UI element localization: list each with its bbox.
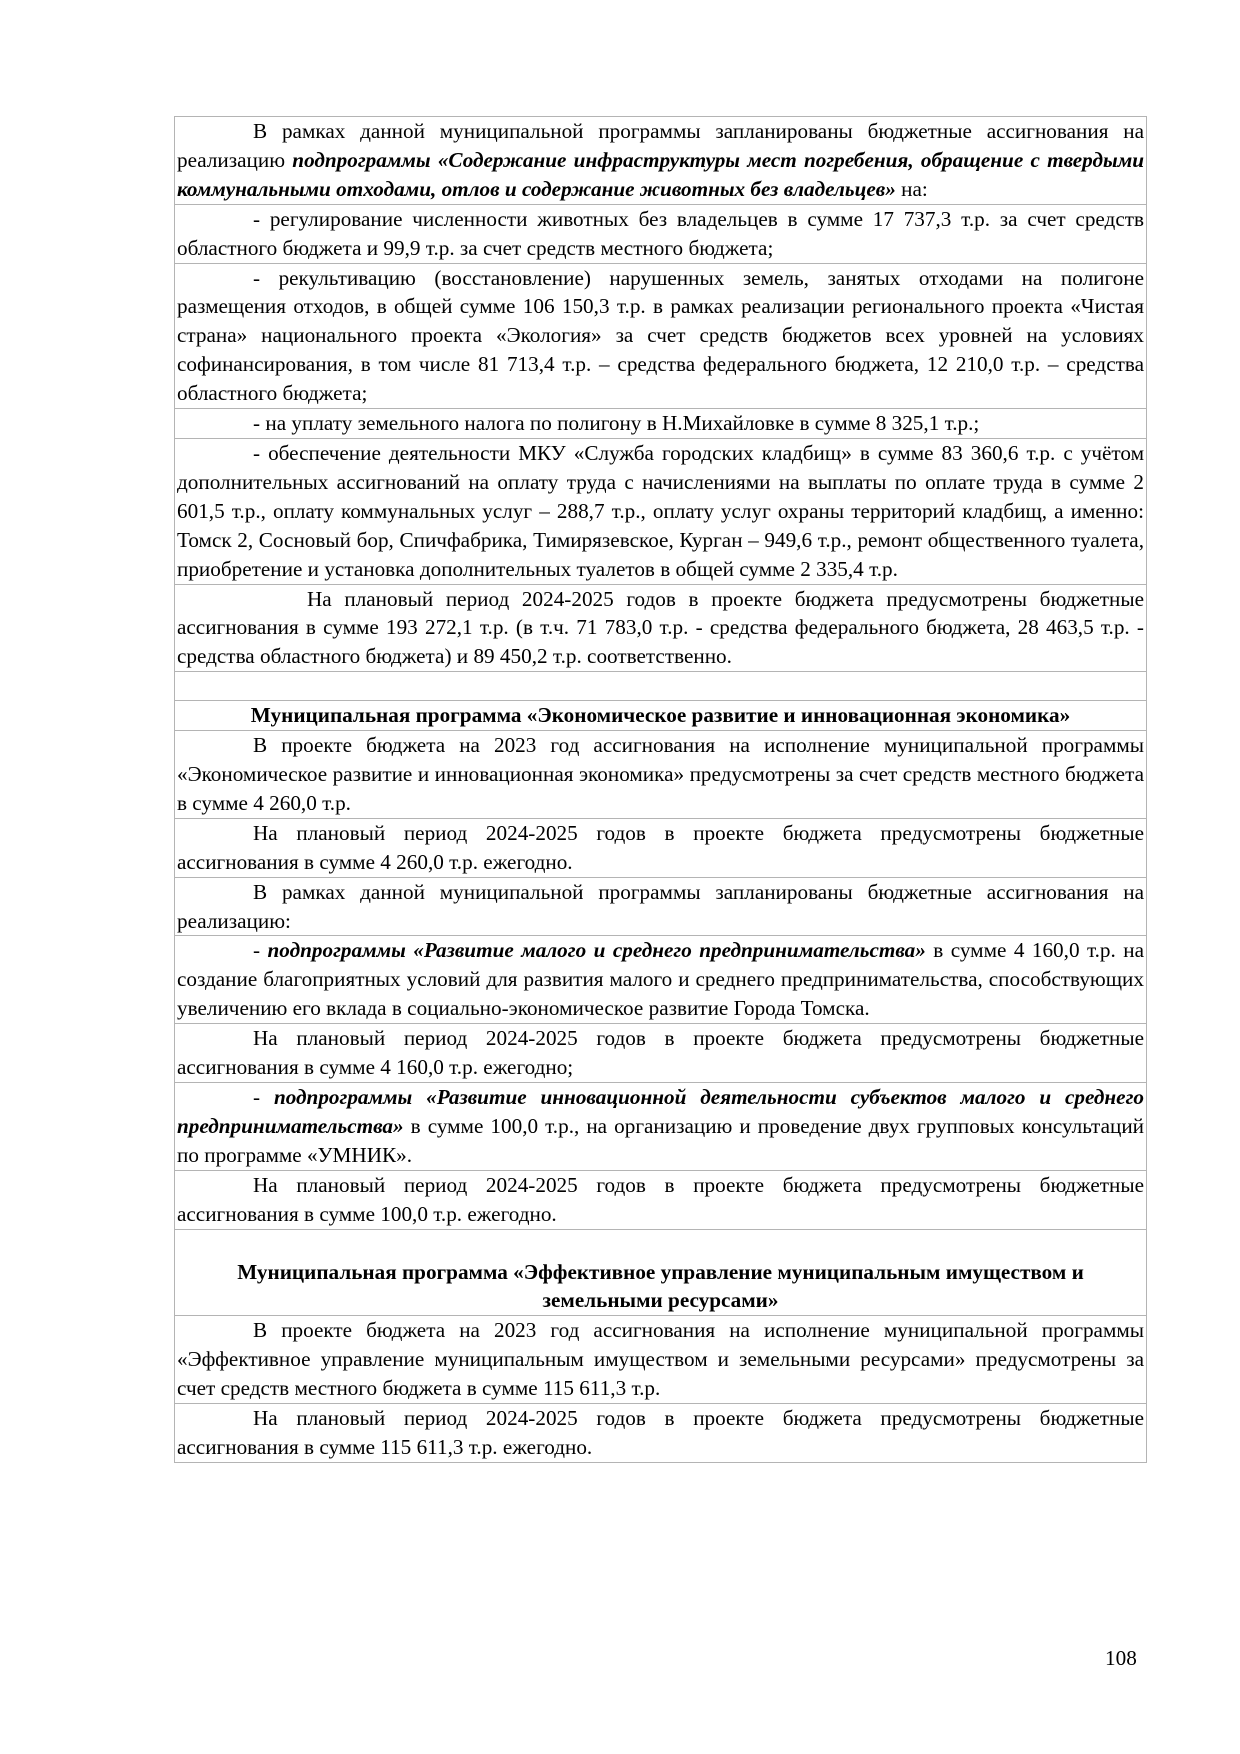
table-row bbox=[175, 818, 1147, 877]
paragraph-innovation-planned: На плановый период 2024-2025 годов в проекте бюджета предусмотрены бюджетные ассигнования в сумме 100,0 т.р. ежегодно. bbox=[175, 1170, 1147, 1229]
paragraph-subprogram-cemeteries bbox=[175, 117, 1147, 205]
paragraph-land-recultivation: - рекультивацию (восстановление) нарушенных земель, занятых отходами на полигоне размещения отходов, в общей сумме 106 150,3 т.р. в рамках реализации регионального проекта «Чистая страна» национального проекта «Экология» за счет средств бюджетов всех уровней на условиях софинансирования, в том числе 81 713,4 т.р. – средства федерального бюджета, 12 210,0 т.р. – средства областного бюджета; bbox=[175, 263, 1147, 409]
paragraph-small-business-planned: На плановый период 2024-2025 годов в проекте бюджета предусмотрены бюджетные ассигнования в сумме 4 160,0 т.р. ежегодно; bbox=[175, 1024, 1147, 1083]
paragraph-land-tax: - на уплату земельного налога по полигону в Н.Михайловке в сумме 8 325,1 т.р.; bbox=[175, 409, 1147, 439]
table-row bbox=[175, 1170, 1147, 1229]
subprogram-title: подпрограммы «Развитие инновационной деятельности субъектов малого и среднего предпринимательства» bbox=[177, 1085, 1144, 1138]
table-row bbox=[175, 263, 1147, 409]
paragraph-text: в сумме 4 160,0 т.р. на создание благоприятных условий для развития малого и среднего предпринимательства, способствующих увеличению его вклада в социально-экономическое развитие Города Томска. bbox=[177, 938, 1144, 1021]
paragraph-cemetery-service: - обеспечение деятельности МКУ «Служба городских кладбищ» в сумме 83 360,6 т.р. с учётом дополнительных ассигнований на оплату труда с начислениями на выплаты по оплате труда в сумме 2 601,5 т.р., оплату коммунальных услуг – 288,7 т.р., оплату услуг охраны территорий кладбищ, а именно: Томск 2, Сосновый бор, Спичфабрика, Тимирязевское, Курган – 949,6 т.р., ремонт общественного туалета, приобретение и установка дополнительных туалетов в общей сумме 2 335,4 т.р. bbox=[175, 438, 1147, 584]
page-number: 108 bbox=[1105, 1646, 1137, 1670]
paragraph-economic-intro: В рамках данной муниципальной программы запланированы бюджетные ассигнования на реализацию: bbox=[175, 877, 1147, 936]
paragraph-economic-planned: На плановый период 2024-2025 годов в проекте бюджета предусмотрены бюджетные ассигнования в сумме 4 260,0 т.р. ежегодно. bbox=[175, 818, 1147, 877]
paragraph-text: В рамках данной муниципальной программы запланированы бюджетные ассигнования на реализацию bbox=[177, 119, 1144, 172]
paragraph-small-business bbox=[175, 936, 1147, 1024]
table-row bbox=[175, 584, 1147, 672]
table-row bbox=[175, 117, 1147, 205]
table-row bbox=[175, 731, 1147, 819]
table-row bbox=[175, 1229, 1147, 1316]
paragraph-animals: - регулирование численности животных без владельцев в сумме 17 737,3 т.р. за счет средств областного бюджета и 99,9 т.р. за счет средств местного бюджета; bbox=[175, 204, 1147, 263]
table-row bbox=[175, 1316, 1147, 1404]
paragraph-innovation bbox=[175, 1083, 1147, 1171]
table-row bbox=[175, 1404, 1147, 1463]
subprogram-title: подпрограммы «Развитие малого и среднего предпринимательства» bbox=[267, 938, 926, 963]
paragraph-economic-2023: В проекте бюджета на 2023 год ассигнования на исполнение муниципальной программы «Экономическое развитие и инновационная экономика» предусмотрены за счет средств местного бюджета в сумме 4 260,0 т.р. bbox=[175, 731, 1147, 819]
paragraph-text: - bbox=[253, 938, 268, 963]
table-row bbox=[175, 877, 1147, 936]
table-row bbox=[175, 936, 1147, 1024]
paragraph-property-planned: На плановый период 2024-2025 годов в проекте бюджета предусмотрены бюджетные ассигнования в сумме 115 611,3 т.р. ежегодно. bbox=[175, 1404, 1147, 1463]
table-row bbox=[175, 438, 1147, 584]
document-table bbox=[174, 116, 1147, 1463]
section-heading-property: Муниципальная программа «Эффективное управление муниципальным имуществом и земельными ресурсами» bbox=[175, 1229, 1147, 1316]
subprogram-title: подпрограммы «Содержание инфраструктуры мест погребения, обращение с твердыми коммунальными отходами, отлов и содержание животных без владельцев» bbox=[177, 147, 1145, 201]
table-row bbox=[175, 701, 1147, 731]
paragraph-planned-period-1: На плановый период 2024-2025 годов в проекте бюджета предусмотрены бюджетные ассигнования в сумме 193 272,1 т.р. (в т.ч. 71 783,0 т.р. - средства федерального бюджета, 28 463,5 т.р. - средства областного бюджета) и 89 450,2 т.р. соответственно. bbox=[175, 584, 1147, 672]
table-row bbox=[175, 204, 1147, 263]
paragraph-text: в сумме 100,0 т.р., на организацию и проведение двух групповых консультаций по программе «УМНИК». bbox=[177, 1113, 1144, 1167]
paragraph-text: на: bbox=[895, 176, 928, 201]
spacer-cell bbox=[175, 672, 1147, 701]
paragraph-text: - bbox=[253, 1085, 274, 1109]
section-heading-economic: Муниципальная программа «Экономическое развитие и инновационная экономика» bbox=[175, 701, 1147, 731]
table-row bbox=[175, 1083, 1147, 1171]
table-row bbox=[175, 672, 1147, 701]
paragraph-property-2023: В проекте бюджета на 2023 год ассигнования на исполнение муниципальной программы «Эффективное управление муниципальным имуществом и земельными ресурсами» предусмотрены за счет средств местного бюджета в сумме 115 611,3 т.р. bbox=[175, 1316, 1147, 1404]
table-row bbox=[175, 409, 1147, 439]
document-page bbox=[174, 116, 1147, 1463]
table-row bbox=[175, 1024, 1147, 1083]
